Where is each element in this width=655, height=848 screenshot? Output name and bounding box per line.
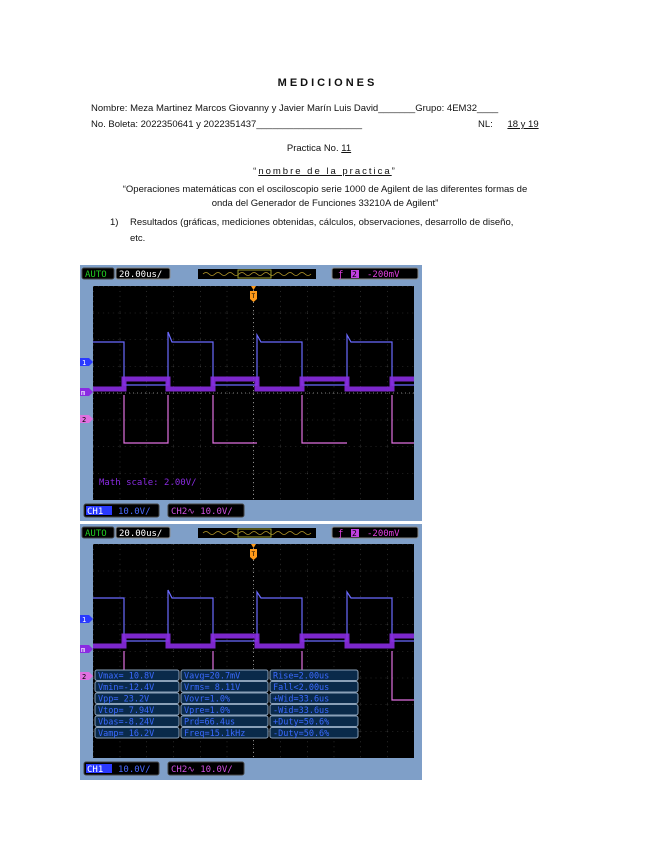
svg-text:1: 1 [82, 616, 87, 624]
ch2-scale: CH2∿ 10.0V/ [171, 765, 233, 775]
mode-text: AUTO [85, 270, 107, 280]
practica-label: Practica No. [286, 143, 339, 154]
oscilloscope-screenshot-2 [80, 524, 422, 780]
svg-text:2: 2 [352, 270, 357, 279]
item-line-2: etc. [130, 233, 146, 244]
trigger-level: -200mV [367, 270, 400, 280]
svg-text:2: 2 [82, 416, 87, 424]
measurement-value: +Duty=50.6% [273, 717, 330, 728]
measurement-value: Rise=2.00us [273, 671, 330, 682]
measurement-value: Vmin=-12.4V [98, 683, 155, 693]
measurement-value: Vbas=-8.24V [98, 717, 155, 728]
ch2-scale: CH2∿ 10.0V/ [171, 507, 233, 517]
subtitle-line-1: “Operaciones matemáticas con el osciloscopio serie 1000 de Agilent de las diferentes formas de [122, 184, 528, 195]
measurement-value: Fall<2.00us [273, 683, 330, 693]
nombre-value: Meza Martinez Marcos Giovanny y Javier Marín Luis David [130, 103, 379, 114]
measurement-value: Vpp= 23.2V [98, 694, 150, 705]
oscilloscope-screenshot-1 [80, 265, 422, 521]
svg-text:CH1: CH1 [87, 765, 104, 775]
nl-line [478, 119, 549, 130]
measurement-value: Vovr=1.0% [184, 694, 231, 705]
boleta-label: No. Boleta: [91, 119, 138, 130]
nombre-line: Nombre: Meza Martinez Marcos Giovanny y Javier Marín Luis David_______Grupo: 4EM32____ [91, 103, 499, 114]
measurement-value: -Duty=50.6% [273, 729, 330, 739]
measurement-value: Vtop= 7.94V [98, 706, 155, 716]
trigger-level: -200mV [367, 529, 400, 539]
timebase-text: 20.00us/ [119, 270, 163, 280]
svg-text:CH1: CH1 [87, 507, 104, 517]
measurement-table [95, 670, 358, 739]
measurement-value: +Wid=33.6us [273, 694, 330, 705]
svg-text:T: T [251, 551, 256, 558]
measurement-value: -Wid=33.6us [273, 706, 330, 716]
svg-text:2: 2 [82, 673, 87, 681]
measurement-value: Vpre=1.0% [184, 706, 231, 716]
timebase-text: 20.00us/ [119, 529, 163, 539]
svg-text:m: m [81, 646, 86, 654]
svg-text:1: 1 [82, 359, 87, 367]
svg-text:T: T [251, 293, 256, 300]
item-line-1: Resultados (gráficas, mediciones obtenidas, cálculos, observaciones, desarrollo de diseño, [130, 217, 514, 228]
boleta-line: No. Boleta: 2022350641 y 2022351437____________________ [91, 119, 363, 130]
math-scale-text: Math scale: 2.00V/ [99, 478, 197, 488]
measurement-value: Vamp= 16.2V [98, 729, 155, 739]
practica-line [60, 143, 590, 154]
measurement-value: Freq=15.1kHz [184, 729, 246, 739]
ch1-scale: 10.0V/ [118, 507, 151, 517]
ch1-scale: 10.0V/ [118, 765, 151, 775]
svg-text:m: m [81, 389, 86, 397]
item-number: 1) [110, 217, 119, 228]
subtitle-line-2: onda del Generador de Funciones 33210A de Agilent” [211, 198, 439, 209]
measurement-value: Prd=66.4us [184, 717, 236, 728]
trigger-edge-icon: ƒ [338, 529, 344, 539]
trigger-edge-icon: ƒ [338, 270, 344, 280]
nombre-label: Nombre: [91, 103, 128, 114]
measurement-value: Vmax= 10.8V [98, 671, 155, 682]
grupo-label: Grupo: [415, 103, 445, 114]
nombre-practica: “nombre de la practica” [253, 166, 397, 177]
svg-text:2: 2 [352, 529, 357, 538]
boleta-value: 2022350641 y 2022351437 [140, 119, 257, 130]
nl-label: NL: [478, 119, 493, 130]
practica-value: 11 [341, 143, 352, 154]
nl-value: 18 y 19 [507, 119, 539, 130]
mode-text: AUTO [85, 529, 107, 539]
grupo-value: 4EM32 [446, 103, 478, 114]
measurement-value: Vavg=20.7mV [184, 671, 241, 682]
measurement-value: Vrms= 8.11V [184, 683, 241, 693]
page-title: MEDICIONES [277, 77, 378, 89]
